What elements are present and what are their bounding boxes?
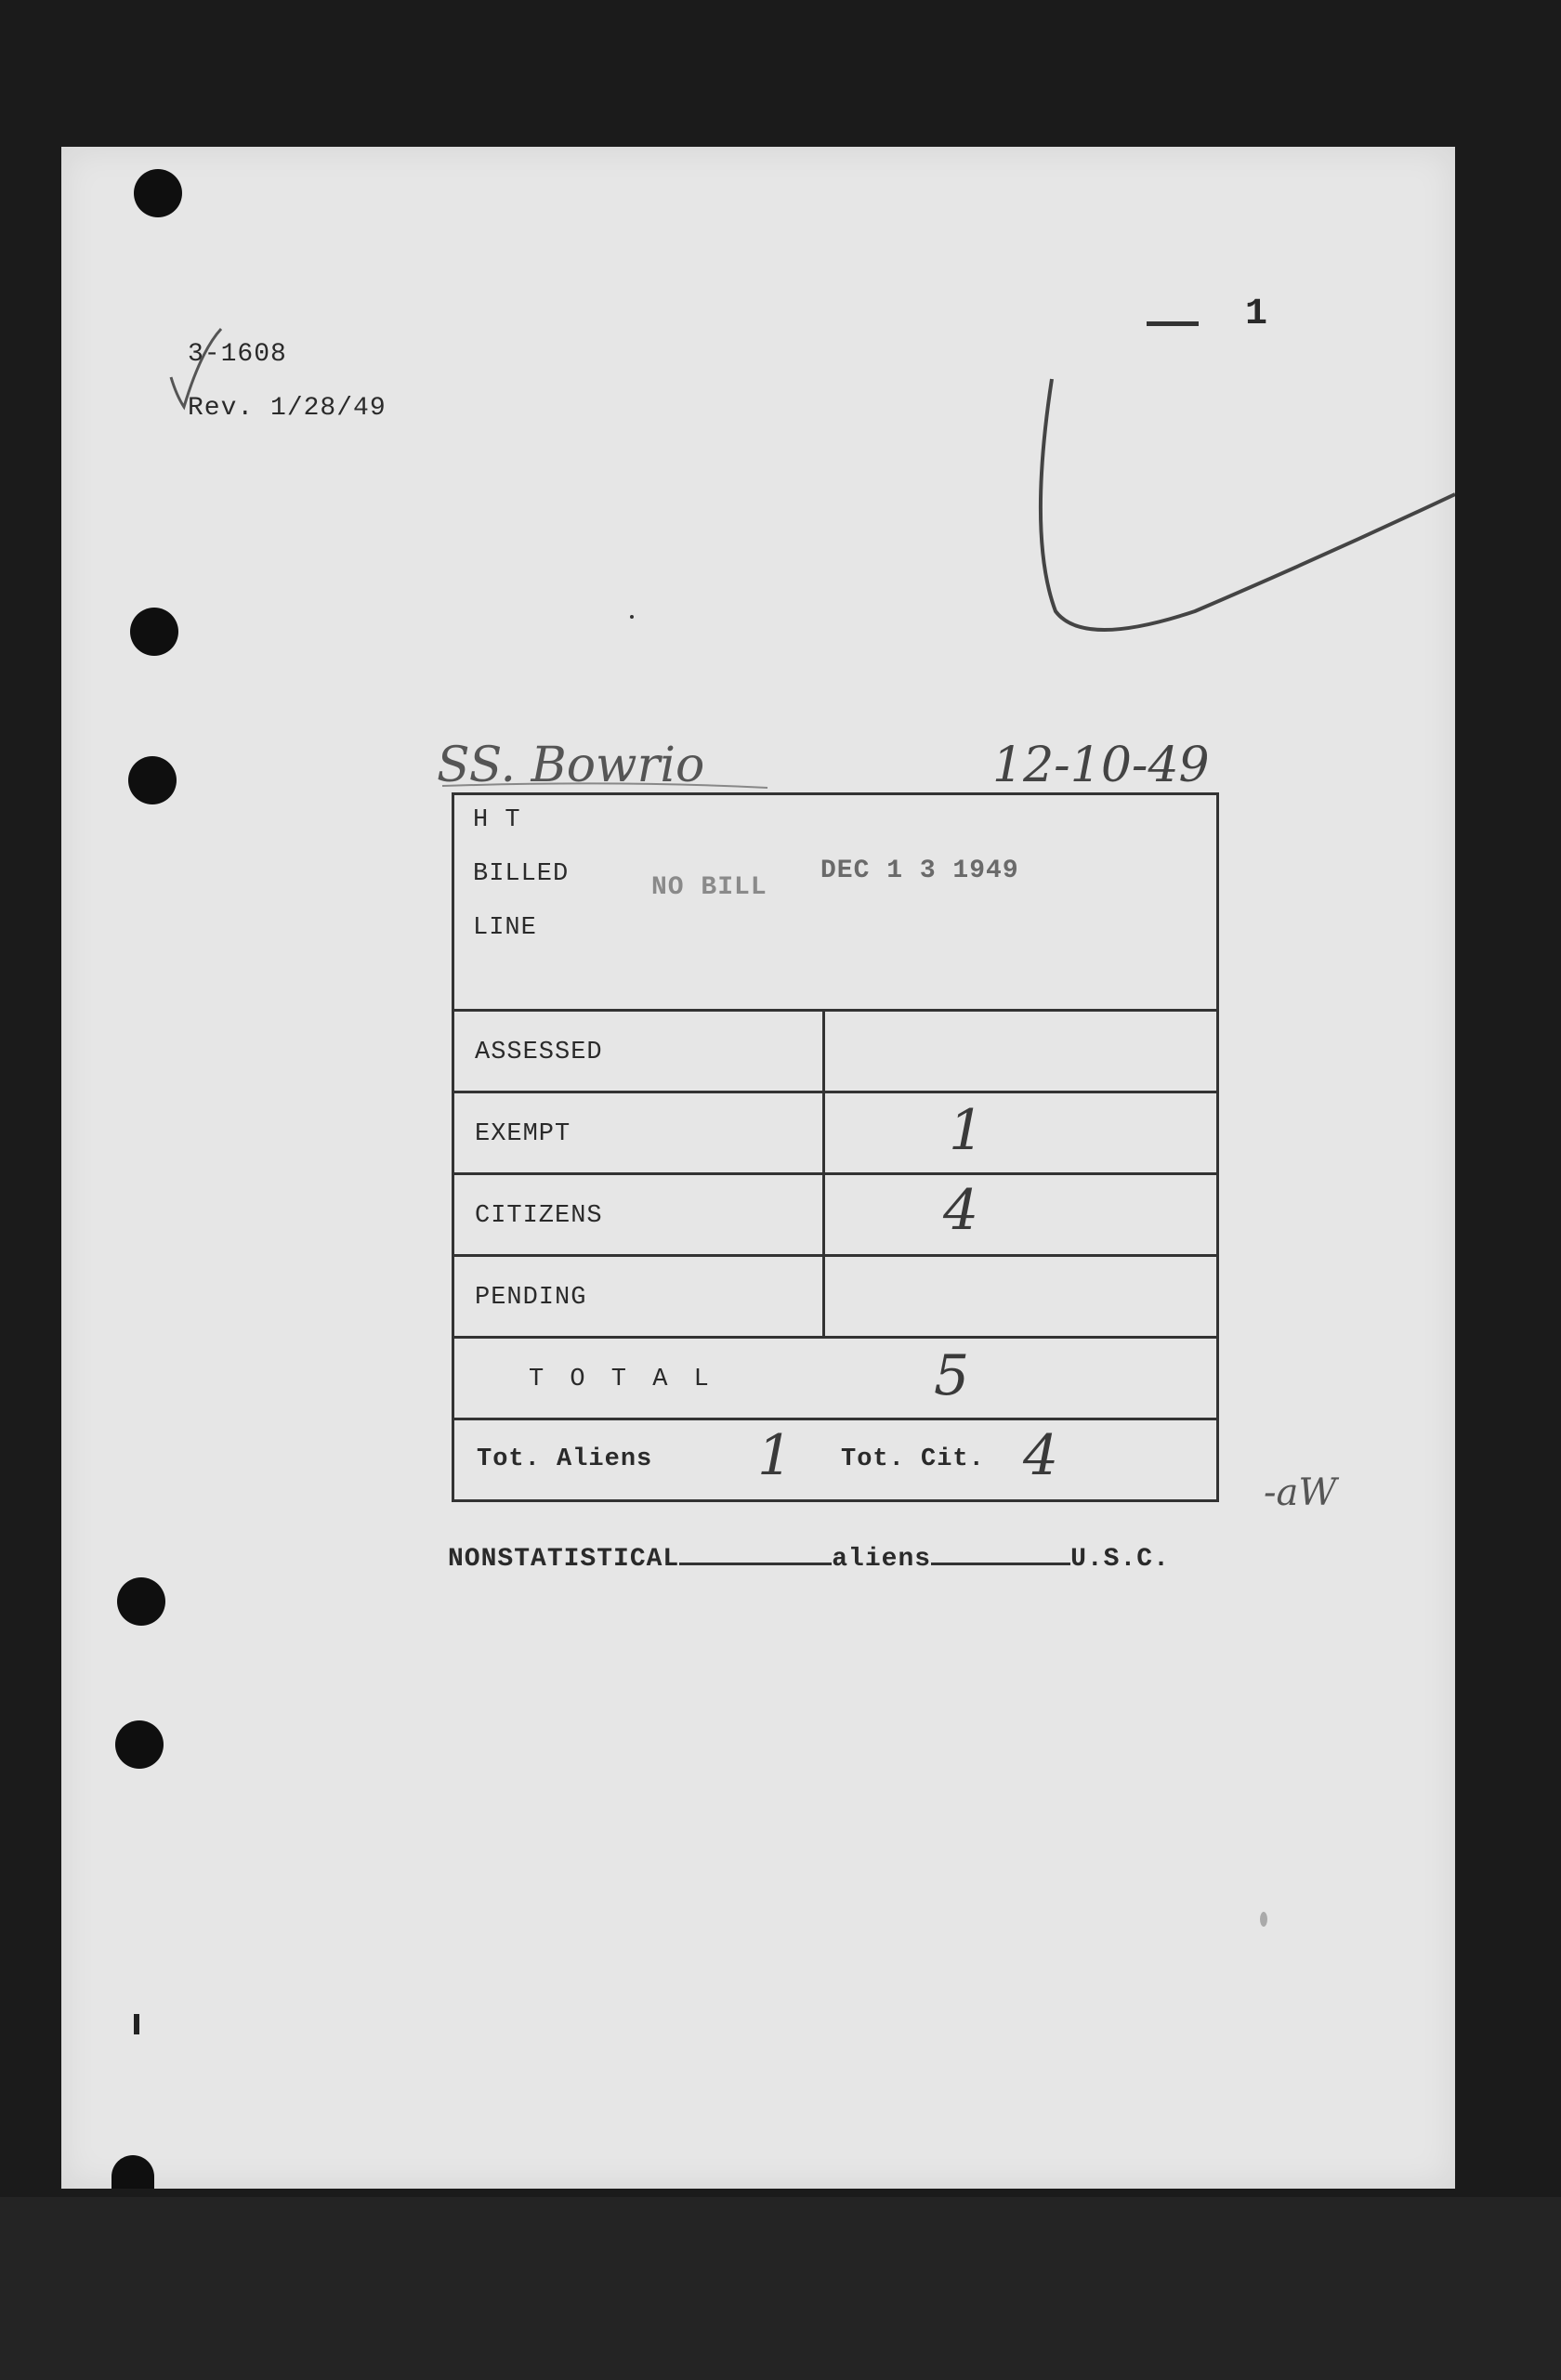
exempt-label: EXEMPT bbox=[475, 1120, 571, 1148]
exempt-value: 1 bbox=[949, 1098, 985, 1163]
pending-label: PENDING bbox=[475, 1284, 587, 1312]
document-page bbox=[61, 147, 1455, 2189]
handwritten-date: 12-10-49 bbox=[992, 738, 1210, 793]
divider bbox=[454, 1009, 1216, 1012]
scan-speck bbox=[1260, 1912, 1267, 1927]
total-label: T O T A L bbox=[529, 1366, 715, 1393]
billed-label: BILLED bbox=[473, 860, 570, 888]
divider bbox=[454, 1172, 1216, 1175]
form-number: 3-1608 bbox=[188, 340, 287, 369]
reviewer-initials: -aW bbox=[1264, 1471, 1337, 1514]
page-mark-dash bbox=[1147, 321, 1199, 326]
ht-label: H T bbox=[473, 806, 521, 834]
scan-speck bbox=[134, 2014, 139, 2034]
citizens-label: CITIZENS bbox=[475, 1202, 603, 1230]
line-label: LINE bbox=[473, 914, 537, 942]
binder-hole bbox=[134, 169, 182, 217]
total-citizens-value: 4 bbox=[1023, 1423, 1059, 1488]
page-mark: 1 bbox=[1245, 294, 1269, 335]
total-aliens-label: Tot. Aliens bbox=[477, 1445, 653, 1473]
divider bbox=[454, 1091, 1216, 1093]
binder-hole bbox=[130, 608, 178, 656]
aliens-label: aliens bbox=[832, 1545, 932, 1574]
divider bbox=[454, 1336, 1216, 1339]
usc-label: U.S.C. bbox=[1070, 1545, 1170, 1574]
binder-hole bbox=[128, 756, 177, 804]
no-bill-stamp: NO BILL bbox=[651, 873, 767, 902]
nonstatistical-line bbox=[448, 1537, 1170, 1574]
total-citizens-label: Tot. Cit. bbox=[841, 1445, 985, 1473]
ship-name: SS. Bowrio bbox=[437, 738, 705, 793]
large-check-stroke bbox=[1041, 379, 1455, 630]
binder-hole bbox=[115, 1720, 164, 1769]
citizens-value: 4 bbox=[943, 1178, 979, 1243]
nonstatistical-blank bbox=[679, 1537, 832, 1565]
scanner-background bbox=[0, 2197, 1561, 2380]
assessed-label: ASSESSED bbox=[475, 1039, 603, 1066]
scan-speck bbox=[630, 615, 634, 619]
nonstatistical-label: NONSTATISTICAL bbox=[448, 1545, 680, 1574]
divider bbox=[454, 1418, 1216, 1420]
binder-hole bbox=[117, 1577, 165, 1626]
manifest-tally-box bbox=[452, 792, 1219, 1502]
binder-hole bbox=[112, 2155, 154, 2189]
aliens-blank bbox=[931, 1537, 1070, 1565]
total-aliens-value: 1 bbox=[757, 1423, 794, 1488]
form-revision: Rev. 1/28/49 bbox=[188, 394, 387, 423]
total-value: 5 bbox=[934, 1343, 970, 1408]
divider bbox=[454, 1254, 1216, 1257]
date-stamp: DEC 1 3 1949 bbox=[820, 857, 1019, 885]
